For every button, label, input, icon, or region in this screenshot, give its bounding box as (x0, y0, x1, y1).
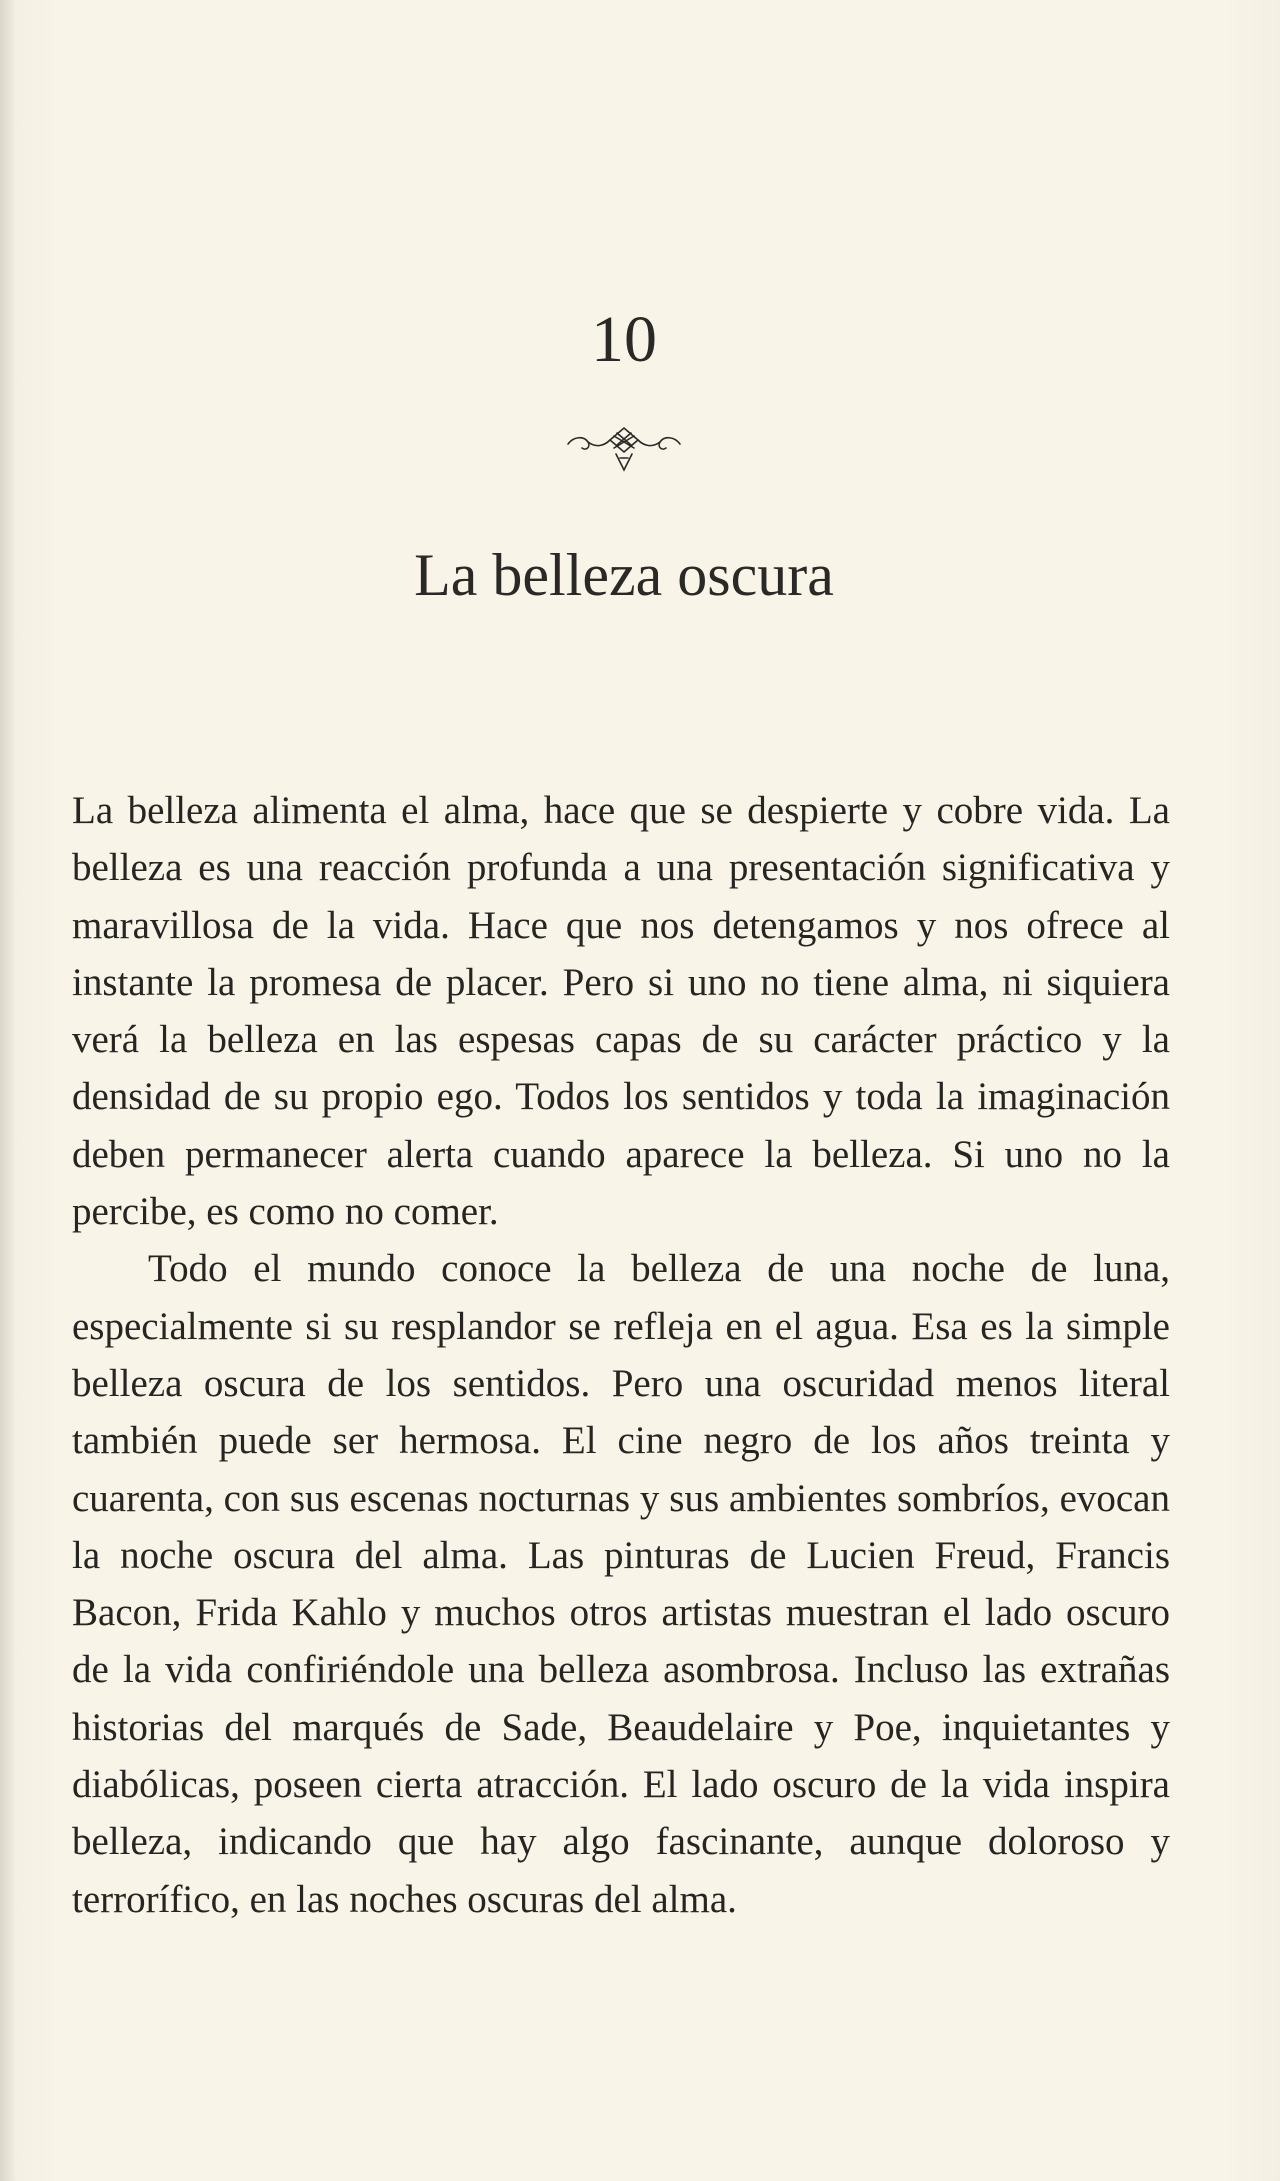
chapter-number: 10 (591, 303, 657, 376)
chapter-title: La belleza oscura (414, 542, 834, 608)
paragraph: La belleza alimenta el alma, hace que se despierte y cobre vida. La belleza es una reacción profunda a una presentación significativa y maravillosa de la vida. Hace que nos detengamos y nos ofrece al instante la promesa de placer. Pero si uno no tiene alma, ni siquiera verá la belleza en las espesas capas de su carácter práctico y la densidad de su propio ego. Todos los sentidos y toda la imaginación deben permanecer alerta cuando aparece la belleza. Si uno no la percibe, es como no comer. (72, 789, 1170, 1234)
fleuron-ornament-icon (564, 424, 684, 480)
chapter-body (72, 782, 1170, 1928)
paragraph: Todo el mundo conoce la belleza de una noche de luna, especialmente si su resplandor se refleja en el agua. Esa es la simple belleza oscura de los sentidos. Pero una oscuridad menos literal también puede ser hermosa. El cine negro de los años treinta y cuarenta, con sus escenas nocturnas y sus ambientes sombríos, evocan la noche oscura del alma. Las pinturas de Lucien Freud, Francis Bacon, Frida Kahlo y muchos otros artistas muestran el lado oscuro de la vida confiriéndole una belleza asombrosa. Incluso las extrañas historias del marqués de Sade, Beaudelaire y Poe, inquietantes y diabólicas, poseen cierta atracción. El lado oscuro de la vida inspira belleza, indicando que hay algo fascinante, aunque doloroso y terrorífico, en las noches oscuras del alma. (72, 1247, 1170, 1921)
